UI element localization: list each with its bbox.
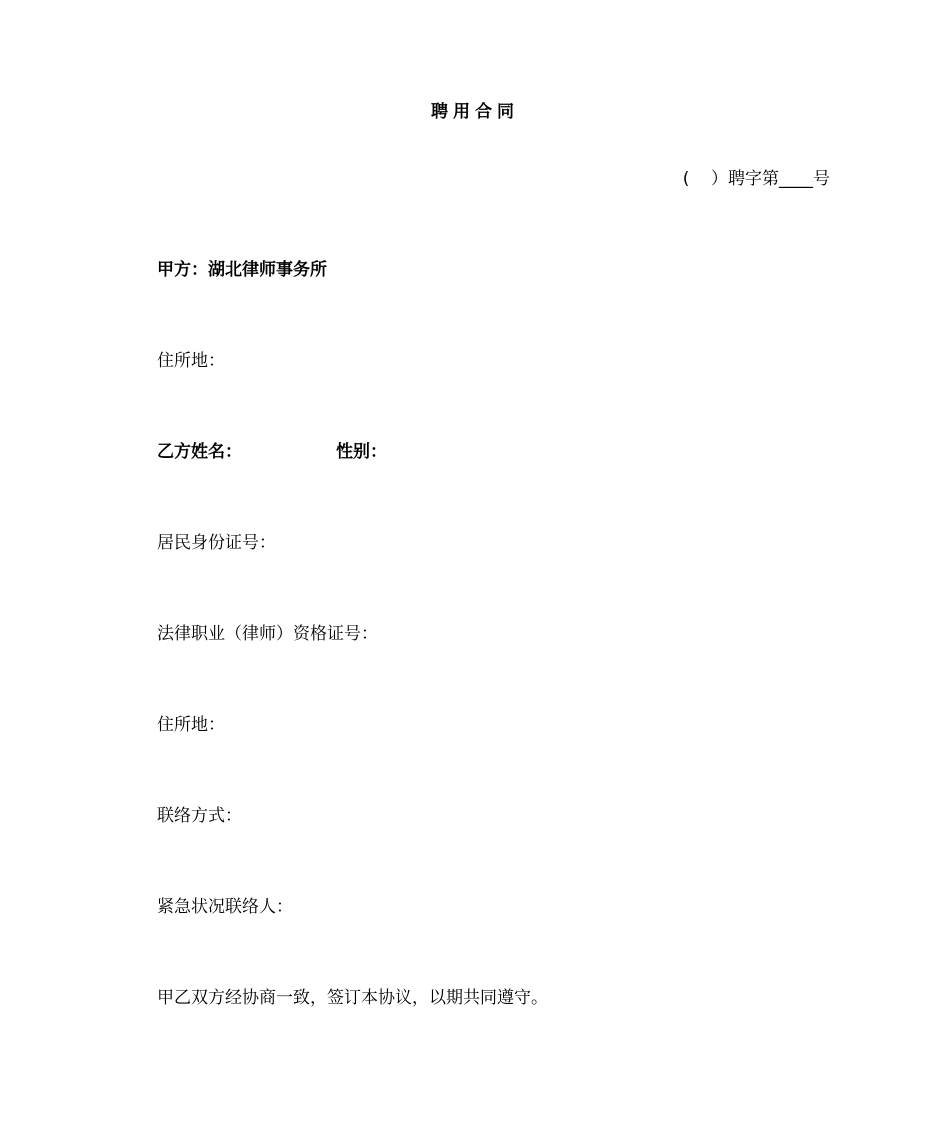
agreement-line: 甲乙双方经协商一致，签订本协议，以期共同遵守。	[157, 988, 548, 1008]
party-b-address-line: 住所地：	[157, 715, 225, 735]
party-a-address-line: 住所地：	[157, 351, 225, 371]
lawyer-cert-line: 法律职业（律师）资格证号：	[157, 624, 378, 644]
party-b-name-label: 乙方姓名：	[157, 442, 242, 462]
party-b-line	[157, 437, 387, 462]
id-number-line: 居民身份证号：	[157, 533, 276, 553]
party-b-gender-label: 性别：	[336, 442, 387, 462]
contract-number: ( ）聘字第____号	[682, 169, 830, 189]
page-title: 聘用合同	[431, 102, 519, 122]
party-a-line: 甲方：湖北律师事务所	[157, 260, 327, 280]
contact-line: 联络方式：	[157, 806, 242, 826]
emergency-contact-line: 紧急状况联络人：	[157, 897, 293, 917]
